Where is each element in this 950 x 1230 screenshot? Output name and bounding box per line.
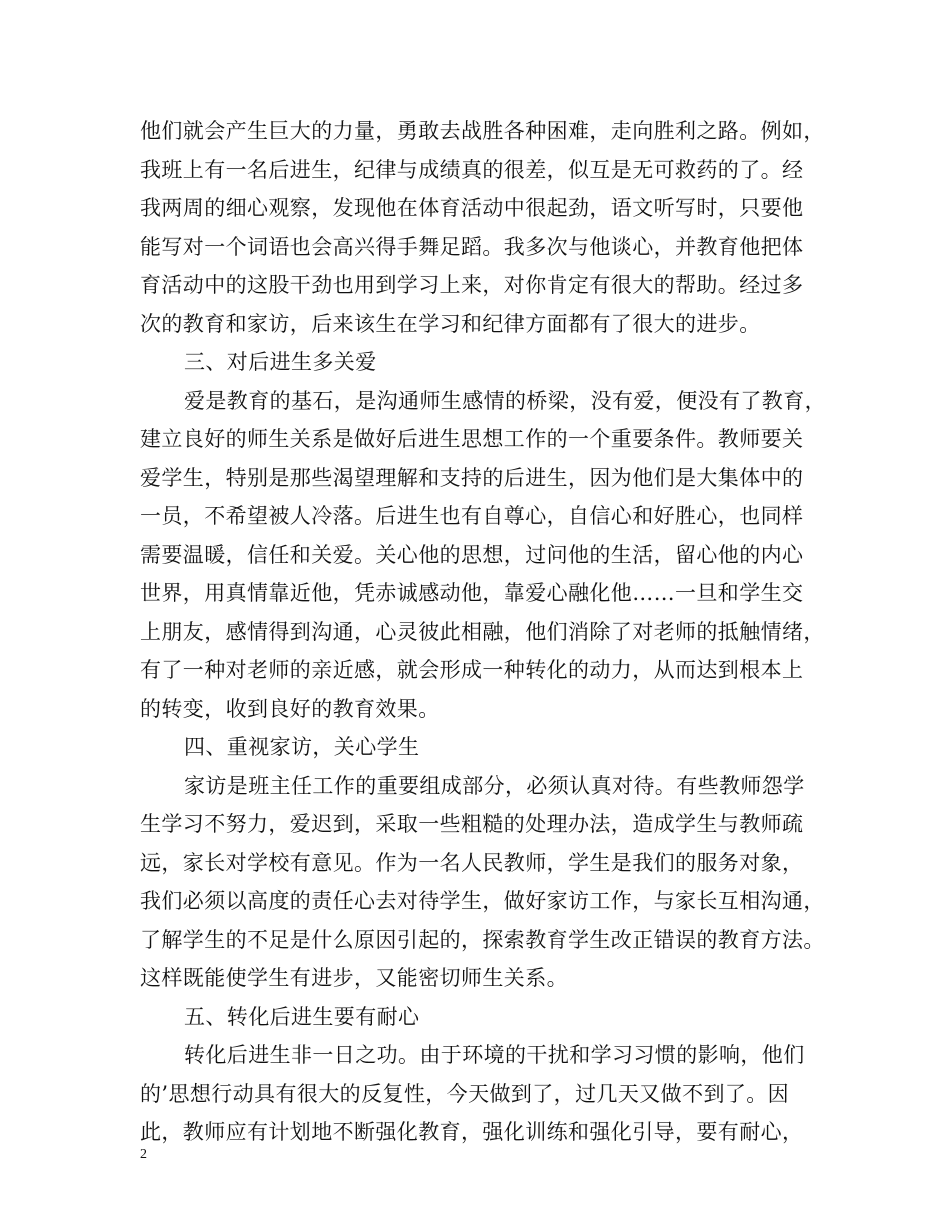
text-line: 次的教育和家访，后来该生在学习和纪律方面都有了很大的进步。 [140, 311, 761, 336]
section-heading: 三、对后进生多关爱 [184, 350, 377, 374]
text-line: 爱学生，特别是那些渴望理解和支持的后进生，因为他们是大集体中的 [140, 465, 804, 490]
text-line: 了解学生的不足是什么原因引起的，探索教育学生改正错误的教育方法。 [140, 927, 825, 952]
text-line: 育活动中的这股干劲也用到学习上来，对你肯定有很大的帮助。经过多 [140, 273, 804, 297]
text-line: 爱是教育的基石，是沟通师生感情的桥梁，没有爱，便没有了教育， [184, 388, 826, 413]
text-line: 此，教师应有计划地不断强化教育，强化训练和强化引导，要有耐心， [140, 1120, 804, 1144]
text-line: 我们必须以高度的责任心去对待学生，做好家访工作，与家长互相沟通， [140, 889, 825, 913]
section-heading: 五、转化后进生要有耐心 [184, 1004, 420, 1029]
text-line: 有了一种对老师的亲近感，就会形成一种转化的动力，从而达到根本上 [140, 658, 804, 682]
text-line: 远，家长对学校有意见。作为一名人民教师，学生是我们的服务对象， [140, 850, 804, 875]
text-line: 家访是班主任工作的重要组成部分，必须认真对待。有些教师怨学 [184, 773, 805, 798]
text-line: 他们就会产生巨大的力量，勇敢去战胜各种困难，走向胜利之路。例如， [140, 119, 825, 143]
text-line: 生学习不努力，爱迟到，采取一些粗糙的处理办法，造成学生与教师疏 [140, 812, 804, 836]
text-line: 我两周的细心观察，发现他在体育活动中很起劲，语文听写时，只要他 [140, 196, 804, 220]
text-line: 需要温暖，信任和关爱。关心他的思想，过问他的生活，留心他的内心 [140, 542, 804, 567]
text-line: 一员，不希望被人冷落。后进生也有自尊心，自信心和好胜心，也同样 [140, 504, 804, 528]
text-line: 我班上有一名后进生，纪律与成绩真的很差，似互是无可救药的了。经 [140, 157, 804, 182]
text-line: 上朋友，感情得到沟通，心灵彼此相融，他们消除了对老师的抵触情绪， [140, 619, 825, 644]
text-line: 的转变，收到良好的教育效果。 [140, 696, 440, 721]
text-line: 世界，用真情靠近他，凭赤诚感动他，靠爱心融化他……一旦和学生交 [140, 581, 804, 605]
text-line: 的’思想行动具有很大的反复性，今天做到了，过几天又做不到了。因 [140, 1081, 790, 1106]
section-heading: 四、重视家访，关心学生 [184, 735, 420, 759]
text-line: 这样既能使学生有进步，又能密切师生关系。 [140, 966, 568, 990]
document-body [140, 112, 830, 1152]
page-number: 2 [140, 1147, 147, 1162]
text-line: 建立良好的师生关系是做好后进生思想工作的一个重要条件。教师要关 [140, 427, 804, 451]
text-line: 转化后进生非一日之功。由于环境的干扰和学习习惯的影响，他们 [184, 1043, 805, 1067]
text-line: 能写对一个词语也会高兴得手舞足蹈。我多次与他谈心，并教育他把体 [140, 234, 804, 259]
